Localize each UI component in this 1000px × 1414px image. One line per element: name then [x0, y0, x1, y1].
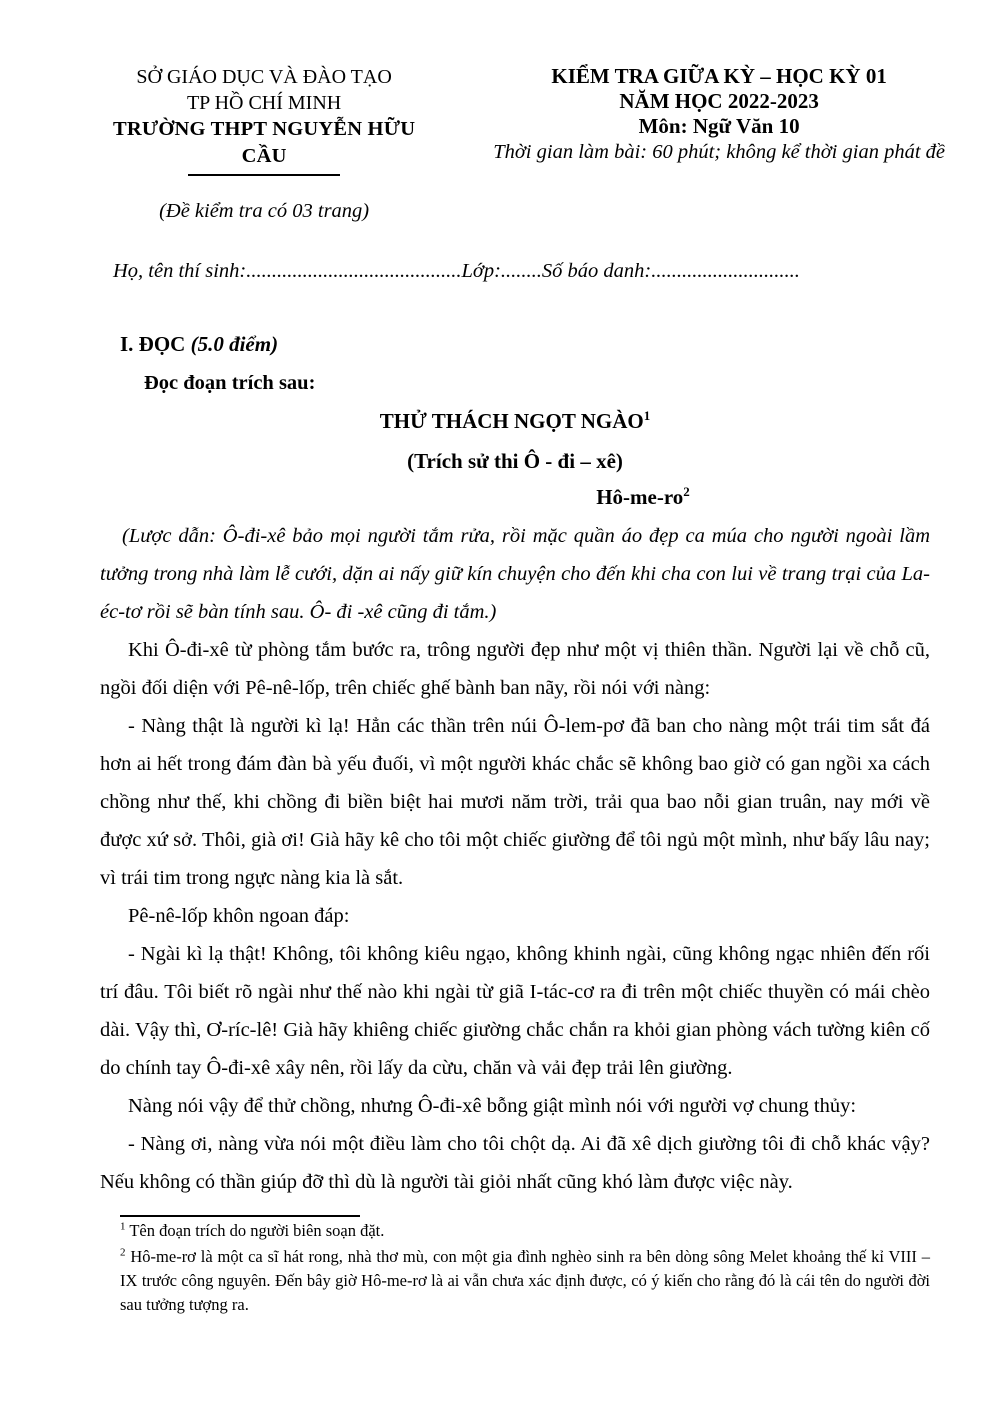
document-body [0, 258, 1000, 1317]
student-info-line: Họ, tên thí sinh:..........................................Lớp:........Số báo danh:............................. [113, 260, 800, 282]
city-name: TP HỒ CHÍ MINH [186, 92, 342, 114]
footnote-marker-2: 2 [120, 1246, 126, 1259]
excerpt-paragraph: Nàng nói vậy để thử chồng, nhưng Ô-đi-xê bỗng giật mình nói với người vợ chung thủy: [128, 1095, 857, 1117]
excerpt-paragraph: Pê-nê-lốp khôn ngoan đáp: [128, 905, 350, 927]
footnote-text-1: Tên đoạn trích do người biên soạn đặt. [129, 1221, 385, 1240]
excerpt-paragraph: Khi Ô-đi-xê từ phòng tắm bước ra, trông người đẹp như một vị thiên thần. Người lại về chỗ cũ, ngồi đối diện với Pê-nê-lốp, trên chiếc ghế bành ban nãy, rồi nói với nàng: [100, 639, 930, 699]
excerpt-paragraph: - Ngài kì lạ thật! Không, tôi không kiêu ngạo, không khinh ngài, cũng không ngạc nhiên đến rối trí đâu. Tôi biết rõ ngài như thế nào khi ngài từ giã I-tác-cơ ra đi trên một chiếc thuyền có mái chèo dài. Vậy thì, Ơ-ríc-lê! Già hãy khiêng chiếc giường chắc chắn ra khỏi gian phòng vách tường kiên cố do chính tay Ô-đi-xê xây nên, rồi lấy da cừu, chăn và vải đẹp trải lên giường. [100, 943, 930, 1079]
footnote-item [100, 1219, 930, 1243]
footnote-text-2: Hô-me-rơ là một ca sĩ hát rong, nhà thơ mù, con một gia đình nghèo sinh ra bên dòng sông Melet khoảng thế kỉ VIII – IX trước công nguyên. Đến bây giờ Hô-me-rơ là ai vẫn chưa xác định được, có ý kiến cho rằng đó là cái tên do người đời sau tưởng tượng ra. [120, 1247, 930, 1314]
subject-line: Môn: Ngữ Văn 10 [638, 114, 800, 138]
excerpt-paragraph: - Nàng thật là người kì lạ! Hẳn các thần trên núi Ô-lem-pơ đã ban cho nàng một trái tim sắt đá hơn ai hết trong đám đàn bà yếu đuối, vì một người khác chắc sẽ không bao giờ có gan ngồi xa cách chồng như thế, khi chồng đi biền biệt hai mươi năm trời, trải qua bao nỗi gian truân, nay mới về được xứ sở. Thôi, già ơi! Già hãy kê cho tôi một chiếc giường để tôi ngủ một mình, như bấy lâu nay; vì trái tim trong ngực nàng kia là sắt. [100, 715, 930, 889]
document-header [0, 0, 1000, 224]
footnote-item [100, 1245, 930, 1317]
section-heading-label: I. ĐỌC [120, 332, 186, 356]
section-points: (5.0 điểm) [190, 332, 279, 356]
section-heading [100, 331, 930, 358]
duration-line: Thời gian làm bài: 60 phút; không kể thời gian phát đề [493, 141, 945, 163]
header-school-block [95, 64, 433, 224]
footnote-separator-rule [120, 1215, 360, 1217]
excerpt-paragraph: - Nàng ơi, nàng vừa nói một điều làm cho tôi chột dạ. Ai đã xê dịch giường tôi đi chỗ khác vậy? Nếu không có thần giúp đỡ thì dù là người tài giỏi nhất cũng khó làm được việc này. [100, 1133, 930, 1193]
excerpt-title [100, 407, 930, 435]
footnote-ref-2: 2 [683, 484, 690, 499]
page-count-note: (Đề kiểm tra có 03 trang) [159, 200, 370, 222]
school-name-underline [188, 174, 340, 176]
excerpt-author [228, 483, 1000, 511]
excerpt-summary-lead: (Lược dẫn: Ô-đi-xê bảo mọi người tắm rửa, rồi mặc quần áo đẹp ca múa cho người ngoài lầm tưởng trong nhà làm lễ cưới, dặn ai nấy giữ kín chuyện cho đến khi cha con lui về trang trại của La-éc-tơ rồi sẽ bàn tính sau. Ô- đi -xê cũng đi tắm.) [100, 525, 930, 623]
school-name: TRƯỜNG THPT NGUYỄN HỮU CẦU [112, 118, 416, 167]
footnote-ref-1: 1 [643, 408, 651, 423]
excerpt-title-text: THỬ THÁCH NGỌT NGÀO [379, 409, 644, 433]
reading-instruction: Đọc đoạn trích sau: [144, 372, 316, 394]
exam-title: KIỂM TRA GIỮA KỲ – HỌC KỲ 01 [551, 64, 887, 88]
excerpt-author-text: Hô-me-ro [596, 485, 684, 509]
excerpt-subtitle: (Trích sử thi Ô - đi – xê) [407, 449, 623, 473]
department-name: SỞ GIÁO DỤC VÀ ĐÀO TẠO [136, 66, 392, 88]
school-year: NĂM HỌC 2022-2023 [619, 89, 819, 113]
header-exam-block [493, 64, 945, 165]
footnote-marker-1: 1 [120, 1220, 126, 1233]
